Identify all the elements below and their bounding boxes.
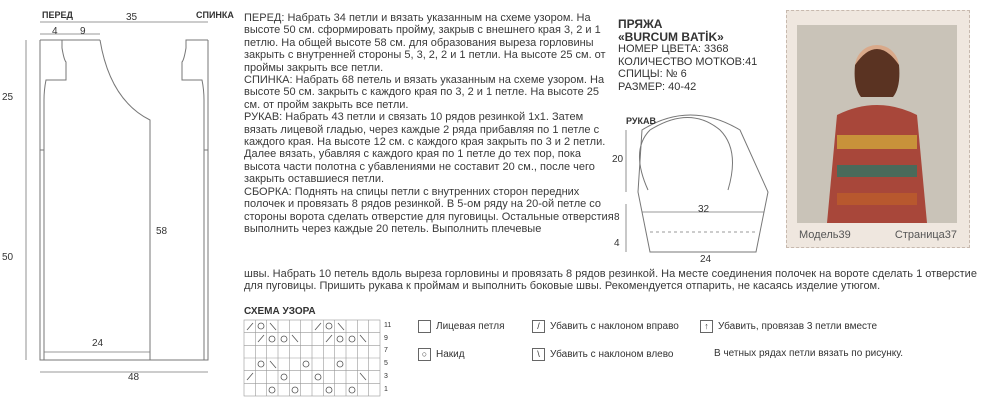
- legend-dec-right: / Убавить с наклоном вправо: [532, 320, 679, 333]
- pattern-chart: [0, 0, 400, 418]
- k3tog-icon: ↑: [700, 320, 713, 333]
- decrease-left-icon: \: [532, 348, 545, 361]
- legend-k3tog: ↑ Убавить, провязав 3 петли вместе: [700, 320, 877, 333]
- dim-inner-height: 58: [156, 226, 168, 237]
- sleeve-label: РУКАВ: [626, 116, 656, 126]
- front-instructions: ПЕРЕД: Набрать 34 петли и вязать указанным на схеме узором. На высоте 50 см. сформировать пройму, закрыв с внешнего края 3, 2 и 1 петлю. На общей высоте 58 см. для образования выреза горловины закрыть с внутренней стороны 5, 3, 2, 2 и 1 петли. На высоте 25 см. от проймы закрыть все петли.: [244, 12, 606, 74]
- model-photo-card: [786, 10, 970, 248]
- sleeve-dim-width: 32: [698, 204, 710, 215]
- dim-armhole: 25: [2, 92, 14, 103]
- model-number: Модель39: [799, 229, 851, 241]
- yarn-brand: «BURCUM BATİK»: [618, 29, 724, 44]
- yarn-color: НОМЕР ЦВЕТА: 3368: [618, 43, 729, 56]
- dim-bottom-half: 24: [92, 338, 104, 349]
- model-photo: [797, 25, 957, 223]
- sleeve-dim-bottom: 24: [700, 254, 712, 265]
- page-number: Страница37: [894, 229, 957, 241]
- legend-dec-left: \ Убавить с наклоном влево: [532, 348, 674, 361]
- yarn-size: РАЗМЕР: 40-42: [618, 80, 697, 93]
- dim-shoulder: 4: [52, 26, 58, 37]
- legend-knit: Лицевая петля: [418, 320, 505, 333]
- yarn-title: ПРЯЖА: [618, 17, 663, 31]
- sleeve-dim-body: 8: [614, 212, 620, 223]
- dim-bottom-width: 48: [128, 372, 140, 383]
- back-instructions: СПИНКА: Набрать 68 петель и вязать указанным на схеме узором. На высоте 50 см. закрыть с каждого края по 3, 2 и 1 петле. На высоте 25 см. от пройм закрыть все петли.: [244, 74, 605, 111]
- decrease-right-icon: /: [532, 320, 545, 333]
- assembly-continued: швы. Набрать 10 петель вдоль выреза горловины и провязать 8 рядов резинкой. На месте соединения полочек на вороте сделать 1 отверстие для пуговицы. Пришить рукава к проймам и выполнить боковые швы. Рекомендуется отпарить, не касаясь изделие утюгом.: [244, 268, 977, 293]
- legend-yo: ○ Накид: [418, 348, 465, 361]
- knit-stitch-icon: [418, 320, 431, 333]
- pattern-row-numbers: 11 9 7 5 3 1: [384, 322, 392, 393]
- dim-total-height: 50: [2, 252, 14, 263]
- yarn-over-icon: ○: [418, 348, 431, 361]
- sleeve-dim-cap: 20: [612, 154, 624, 165]
- dim-top-width: 35: [126, 12, 138, 23]
- sleeve-dim-cuff: 4: [614, 238, 620, 249]
- legend-even-rows: В четных рядах петли вязать по рисунку.: [714, 348, 903, 359]
- pattern-title: СХЕМА УЗОРА: [244, 306, 316, 317]
- front-label: ПЕРЕД: [42, 10, 73, 20]
- dim-neck: 9: [80, 26, 86, 37]
- back-label: СПИНКА: [196, 10, 234, 20]
- yarn-skeins: КОЛИЧЕСТВО МОТКОВ:41: [618, 55, 758, 68]
- sleeve-instructions: РУКАВ: Набрать 43 петли и связать 10 рядов резинкой 1х1. Затем вязать лицевой гладью, через каждые 2 ряда прибавляя по 1 петле с каждого края. На высоте 12 см. с каждого края закрыть по 3 и 2 петли. Далее вязать, убавляя с каждого края по 1 петле до тех пор, пока высота части полотна с убавлениями не составит 20 см., после чего закрыть оставшиеся петли.: [244, 111, 606, 186]
- yarn-needles: СПИЦЫ: № 6: [618, 68, 687, 81]
- assembly-instructions: СБОРКА: Поднять на спицы петли с внутренних сторон передних полочек и провязать 8 рядов резинкой. В 5-ом ряду на 20-ой петле со стороны ворота сделать отверстие для пуговицы. Остальные отверстия выполнить через каждые 20 петель. Выполнить плечевые: [244, 185, 614, 235]
